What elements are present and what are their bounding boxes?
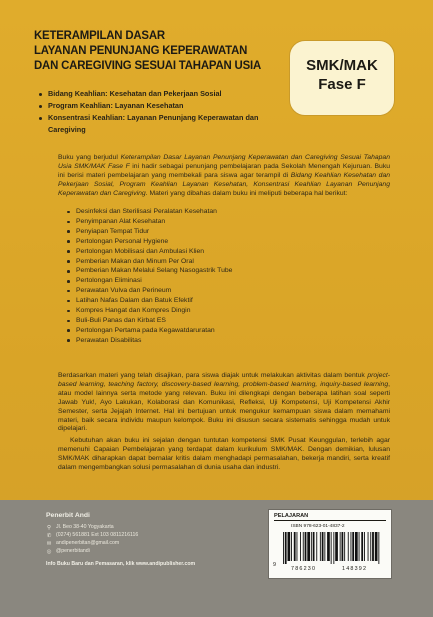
contact-text: @penerbitandi [56, 547, 90, 554]
topic-item: Penyiapan Tempat Tidur [66, 227, 326, 237]
badge-phase: Fase F [318, 76, 366, 93]
topic-item: Latihan Nafas Dalam dan Batuk Efektif [66, 296, 326, 306]
intro-book-title: Keterampilan Dasar Layanan Penunjang Keperawatan dan Caregiving Sesuai Tahapan Usia SMK/MAK Fase F [58, 154, 390, 170]
contact-list [46, 524, 138, 556]
isbn-text: ISBN 978-623-01-4837-2 [291, 524, 345, 529]
intro-paragraph [58, 154, 390, 199]
intro-text: Buku yang berjudul [58, 154, 121, 161]
title-line: LAYANAN PENUNJANG KEPERAWATAN [34, 43, 248, 57]
keahlian-item: Bidang Keahlian: Kesehatan dan Pekerjaan Sosial [38, 88, 288, 100]
para-text: Berdasarkan materi yang telah disajikan, para siswa diajak untuk melakukan aktivitas dalam bentuk [58, 372, 368, 379]
topic-item: Perawatan Vulva dan Perineum [66, 286, 326, 296]
topic-item: Kompres Hangat dan Kompres Dingin [66, 306, 326, 316]
topic-item: Pemberian Makan dan Minum Per Oral [66, 257, 326, 267]
topic-item: Pertolongan Personal Hygiene [66, 237, 326, 247]
barcode-digits-left: 786230 [291, 566, 317, 572]
title-line: KETERAMPILAN DASAR [34, 28, 165, 42]
contact-instagram [46, 548, 138, 556]
keahlian-list [38, 88, 288, 136]
mail-icon: ✉ [46, 540, 52, 547]
keahlian-item: Program Keahlian: Layanan Kesehatan [38, 100, 288, 112]
topic-item: Pertolongan Mobilisasi dan Ambulasi Klien [66, 247, 326, 257]
intro-text: ini hadir sebagai penunjang pembelajaran pada Sekolah Menengah Kejuruan. Buku ini berisi materi pembelajaran yang membekali para siswa agar terampil di [58, 162, 391, 179]
barcode-digit: 9 [273, 562, 276, 568]
topic-item: Pertolongan Eliminasi [66, 276, 326, 286]
topic-item: Perawatan Disabilitas [66, 336, 326, 346]
intro-field: Bidang Keahlian Kesehatan dan Pekerjaan Sosial, Program Keahlian Layanan Kesehatan, Konsentrasi Keahlian Layanan Penunjang Keperawatan dan Caregiving [58, 171, 391, 197]
title-line: DAN CAREGIVING SESUAI TAHAPAN USIA [34, 58, 262, 72]
closing-paragraph: Kebutuhan akan buku ini sejalan dengan tuntutan kompetensi SMK Pusat Keunggulan, terlebih agar memenuhi Capaian Pembelajaran yang terdapat dalam kurikulum SMK/MAK. Dengan demikian, lulusan SMK/MAK diharapkan dapat bernalar kritis dalam menghadapi permasalahan, bekerja mandiri, serta kreatif dalam mengembangkan solusi permasalahan di dunia usaha dan industri. [58, 437, 390, 471]
learning-models: project-based learning, teaching factory, discovery-based learning, problem-based learning, inquiry-based learning [58, 372, 390, 388]
badge-level: SMK/MAK [306, 57, 378, 74]
instagram-icon: ◎ [46, 548, 52, 555]
book-title [34, 28, 264, 73]
level-badge [289, 40, 395, 116]
contact-text: Jl. Beo 38-40 Yogyakarta [56, 524, 114, 530]
category-label: PELAJARAN [274, 513, 309, 519]
isbn-box [268, 509, 392, 579]
footer-band [0, 500, 433, 617]
location-icon: ⚲ [46, 525, 52, 531]
topic-list [66, 207, 326, 346]
barcode [281, 532, 381, 564]
publisher-name: Penerbit Andi [46, 512, 90, 519]
intro-text: . Materi yang dibahas dalam buku ini meliputi beberapa hal berikut: [145, 189, 348, 197]
contact-text: (0274) 561881 Ext 103 0811216116 [56, 531, 139, 538]
info-link: Info Buku Baru dan Pemasaran, klik www.andipublisher.com [46, 561, 196, 567]
contact-text: andipenerbitan@gmail.com [56, 539, 120, 546]
topic-item: Desinfeksi dan Sterilisasi Peralatan Kesehatan [66, 207, 326, 217]
contact-phone [46, 532, 138, 540]
topic-item: Pertolongan Pertama pada Kegawatdaruratan [66, 326, 326, 336]
para-text: , atau model lainnya serta metode yang relevan. Buku ini dilengkapi dengan beberapa latihan soal seperti Jawab Yuk!, Ayo Lakukan, Kolaborasi dan Komunikasi, Refleksi, Uji Kompetensi, Uji Kompetensi Akhir Semester, serta Jejajah Internet. Hal ini bertujuan untuk mengukur kemampuan siswa dalam memahami materi, baik secara individu maupun kelompok. Buku ini disusun secara sistematis sehingga mudah untuk dipelajari. [58, 380, 390, 433]
topic-item: Penyimpanan Alat Kesehatan [66, 217, 326, 227]
phone-icon: ✆ [46, 532, 52, 539]
contact-email [46, 540, 138, 548]
barcode-digits-right: 148392 [342, 566, 368, 572]
keahlian-item: Konsentrasi Keahlian: Layanan Penunjang Keperawatan dan Caregiving [38, 112, 288, 136]
activities-paragraph [58, 372, 390, 434]
topic-item: Buli-Buli Panas dan Kirbat ES [66, 316, 326, 326]
divider [274, 520, 386, 521]
contact-address [46, 524, 138, 532]
topic-item: Pemberian Makan Melalui Selang Nasogastrik Tube [66, 266, 326, 276]
